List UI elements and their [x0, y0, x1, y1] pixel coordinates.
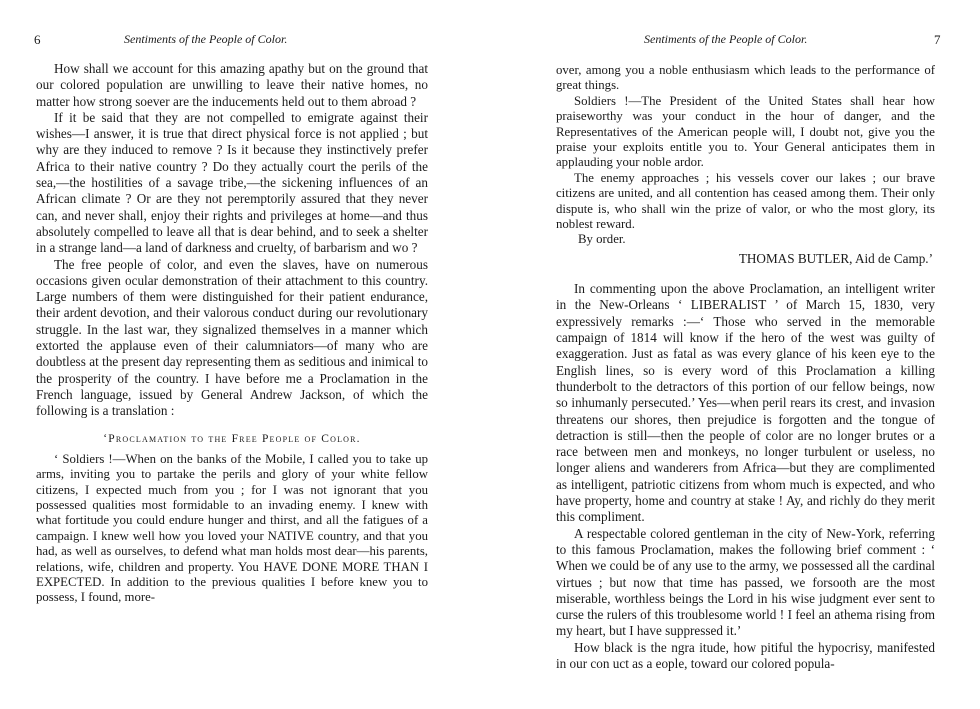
- paragraph: If it be said that they are not compelled to emigrate against their wishes—I answer, it is true that direct physical force is not applied ; but why are they induced to remove ? Is it because they instinctively prefer Africa to their native country ? Do they actually court the perils of the sea,—the hostilities of a savage tribe,—the sickening influences of an African climate ? Or are they not peremptorily assured that they never can, and never shall, enjoy their rights and privileges at home—and thus absolutely compelled to leave all that is dear behind, and to seek a shelter in a strange land—a land of darkness and cruelty, of barbarism and wo ?: [36, 109, 428, 256]
- running-header: Sentiments of the People of Color.: [644, 32, 808, 46]
- right-body-text: [556, 63, 935, 672]
- proclamation-quote: ‘ Soldiers !—When on the banks of the Mobile, I called you to take up arms, inviting you to partake the perils and glory of your white fellow citizens, I expected much from you ; for I was not ignorant that you possessed qualities most formidable to an invading enemy. I knew with what fortitude you could endure hunger and thirst, and all the fatigues of a campaign. I knew well how you loved your NATIVE country, and that you had, as well as ourselves, to defend what man holds most dear—his parents, relations, wife, children and property. You HAVE DONE MORE THAN I EXPECTED. In addition to the previous qualities I before knew you to possess, I found, more-: [36, 451, 428, 605]
- running-header: Sentiments of the People of Color.: [124, 32, 288, 46]
- proclamation-heading: ‘Proclamation to the Free People of Color.: [103, 432, 361, 445]
- paragraph: In commenting upon the above Proclamation, an intelligent writer in the New-Orleans ‘ LIBERALIST ’ of March 15, 1830, very expressively remarks :—‘ Those who served in the memorable campaign of 1814 will know if the hero of the west was guilty of exaggeration. Just as fatal as was every glance of his keen eye to the English lines, so is every word of this Proclamation a killing thunderbolt to the detractors of this portion of our fellow beings, now so inhumanly persecuted.’ Yes—when peril rears its crest, and invasion threatens our shores, then prejudice is forgotten and the tongue of detraction is still—then the people of color are no longer brutes or a race between men and monkeys, no longer turbulent or useless, no longer aliens and wanderers from Africa—but they are complimented as intelligent, patriotic citizens from whom much is expected, and who have property, home and country at stake ! Ay, and richly do they merit this compliment.: [556, 281, 935, 525]
- right-page: [490, 0, 980, 709]
- signature: THOMAS BUTLER, Aid de Camp.’: [738, 250, 933, 266]
- paragraph: How shall we account for this amazing apathy but on the ground that our colored population are unwilling to leave their native homes, no matter how strong soever are the inducements held out to them abroad ?: [36, 61, 428, 109]
- page-number: 7: [934, 32, 941, 47]
- page-number: 6: [34, 32, 41, 47]
- quote-paragraph: Soldiers !—The President of the United States shall hear how praiseworthy was your conduct in the hour of danger, and the Representatives of the American people will, I doubt not, give you the praise your exploits entitle you to. Your General anticipates them in applauding your noble ardor.: [556, 93, 935, 170]
- paragraph: How black is the ngra itude, how pitiful the hypocrisy, manifested in our con uct as a eople, toward our colored popula-: [556, 639, 935, 671]
- quote-continuation: over, among you a noble enthusiasm which leads to the performance of great things.: [556, 63, 935, 93]
- paragraph: The free people of color, and even the slaves, have on numerous occasions given ocular demonstration of their attachment to this country. Large numbers of them were distinguished for their patient endurance, their ardent devotion, and their valorous conduct during our revolutionary struggle. In the last war, they signalized themselves in a manner which extorted the applause even of their calumniators—of many who are doubtless at the present day representing them as seditious and inimical to the prosperity of the country. I have before me a Proclamation in the French language, issued by General Andrew Jackson, of which the following is a translation :: [36, 256, 428, 419]
- quote-paragraph: The enemy approaches ; his vessels cover our lakes ; our brave citizens are united, and all contention has ceased among them. Their only dispute is, who shall win the prize of valor, or who the most glory, its noblest reward.: [556, 170, 935, 232]
- left-body-text: [36, 61, 428, 606]
- by-order: By order.: [578, 232, 626, 247]
- paragraph: A respectable colored gentleman in the city of New-York, referring to this famous Proclamation, makes the following brief comment : ‘ When we could be of any use to the army, we possessed all the cardinal virtues ; but now that time has passed, we forsooth are the most miserable, worthless beings the Lord in his wise judgment ever sent to curse the rulers of this troublesome world ! I feel an athema rising from my heart, but I have suppressed it.’: [556, 525, 935, 639]
